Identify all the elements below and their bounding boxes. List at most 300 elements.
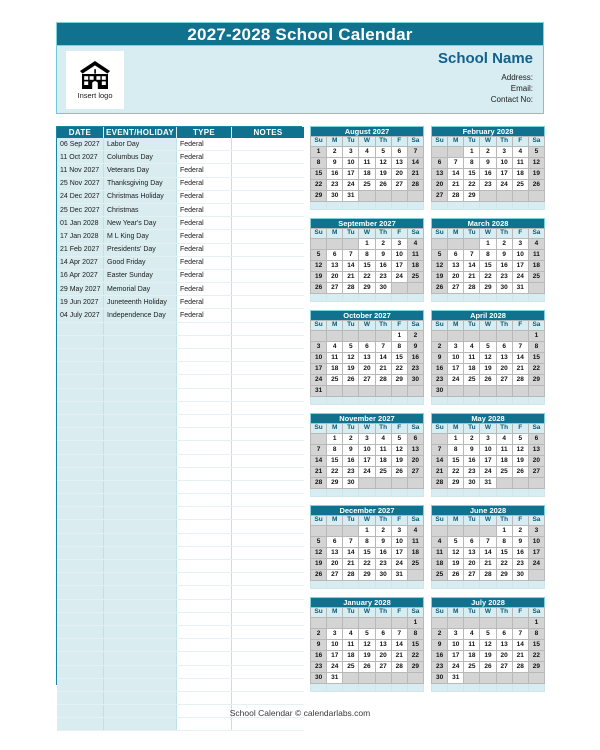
day-cell[interactable]: 22 — [359, 559, 375, 570]
day-cell[interactable]: 6 — [391, 147, 407, 158]
day-cell[interactable]: 20 — [359, 364, 375, 375]
day-cell[interactable]: 24 — [327, 662, 343, 673]
day-cell[interactable]: 13 — [407, 445, 423, 456]
day-cell[interactable]: 22 — [528, 651, 544, 662]
day-cell[interactable]: 10 — [448, 640, 464, 651]
day-cell[interactable]: 30 — [375, 570, 391, 581]
day-cell[interactable]: 8 — [528, 342, 544, 353]
day-cell[interactable]: 8 — [359, 537, 375, 548]
day-cell[interactable]: 29 — [391, 375, 407, 386]
day-cell[interactable]: 9 — [496, 250, 512, 261]
day-cell[interactable]: 16 — [480, 169, 496, 180]
day-cell[interactable]: 8 — [311, 158, 327, 169]
day-cell[interactable]: 16 — [512, 548, 528, 559]
day-cell[interactable]: 23 — [512, 559, 528, 570]
table-row-empty[interactable] — [57, 428, 304, 441]
day-cell[interactable]: 26 — [512, 467, 528, 478]
day-cell[interactable]: 16 — [375, 548, 391, 559]
day-cell[interactable]: 20 — [375, 651, 391, 662]
day-cell[interactable]: 12 — [391, 445, 407, 456]
day-cell[interactable]: 10 — [391, 250, 407, 261]
day-cell[interactable]: 26 — [480, 375, 496, 386]
day-cell[interactable]: 24 — [391, 272, 407, 283]
day-cell[interactable]: 22 — [327, 467, 343, 478]
day-cell[interactable]: 12 — [448, 548, 464, 559]
day-cell[interactable]: 14 — [480, 548, 496, 559]
day-cell[interactable]: 27 — [528, 467, 544, 478]
logo-placeholder[interactable] — [66, 51, 124, 109]
day-cell[interactable]: 29 — [480, 283, 496, 294]
table-row-empty[interactable] — [57, 573, 304, 586]
day-cell[interactable]: 9 — [375, 537, 391, 548]
table-row-empty[interactable] — [57, 612, 304, 625]
day-cell[interactable]: 8 — [327, 445, 343, 456]
day-cell[interactable]: 13 — [496, 640, 512, 651]
day-cell[interactable]: 29 — [311, 191, 327, 202]
day-cell[interactable]: 15 — [480, 261, 496, 272]
table-row-empty[interactable] — [57, 599, 304, 612]
day-cell[interactable]: 24 — [391, 559, 407, 570]
day-cell[interactable]: 11 — [432, 548, 448, 559]
day-cell[interactable]: 27 — [327, 570, 343, 581]
day-cell[interactable]: 14 — [512, 640, 528, 651]
day-cell[interactable]: 3 — [480, 434, 496, 445]
day-cell[interactable]: 21 — [311, 467, 327, 478]
table-row[interactable] — [57, 296, 304, 309]
day-cell[interactable]: 13 — [432, 169, 448, 180]
day-cell[interactable]: 4 — [375, 434, 391, 445]
table-row-empty[interactable] — [57, 414, 304, 427]
table-row[interactable] — [57, 309, 304, 322]
day-cell[interactable]: 14 — [464, 261, 480, 272]
day-cell[interactable]: 3 — [391, 239, 407, 250]
day-cell[interactable]: 25 — [327, 375, 343, 386]
day-cell[interactable]: 15 — [407, 640, 423, 651]
day-cell[interactable]: 23 — [375, 272, 391, 283]
day-cell[interactable]: 20 — [448, 272, 464, 283]
day-cell[interactable]: 21 — [375, 364, 391, 375]
day-cell[interactable]: 8 — [407, 629, 423, 640]
day-cell[interactable]: 12 — [480, 640, 496, 651]
day-cell[interactable]: 4 — [528, 239, 544, 250]
day-cell[interactable]: 9 — [375, 250, 391, 261]
day-cell[interactable]: 11 — [359, 158, 375, 169]
day-cell[interactable]: 13 — [496, 353, 512, 364]
day-cell[interactable]: 6 — [327, 250, 343, 261]
day-cell[interactable]: 12 — [480, 353, 496, 364]
table-row[interactable] — [57, 138, 304, 151]
day-cell[interactable]: 21 — [343, 559, 359, 570]
day-cell[interactable]: 23 — [464, 467, 480, 478]
day-cell[interactable]: 11 — [327, 353, 343, 364]
day-cell[interactable]: 19 — [359, 651, 375, 662]
day-cell[interactable]: 6 — [359, 342, 375, 353]
day-cell[interactable]: 29 — [359, 570, 375, 581]
day-cell[interactable]: 28 — [448, 191, 464, 202]
day-cell[interactable]: 10 — [480, 445, 496, 456]
day-cell[interactable]: 4 — [496, 434, 512, 445]
day-cell[interactable]: 26 — [480, 662, 496, 673]
day-cell[interactable]: 14 — [343, 548, 359, 559]
day-cell[interactable]: 17 — [528, 548, 544, 559]
table-row[interactable] — [57, 177, 304, 190]
day-cell[interactable]: 16 — [407, 353, 423, 364]
day-cell[interactable]: 19 — [343, 364, 359, 375]
day-cell[interactable]: 6 — [448, 250, 464, 261]
day-cell[interactable]: 17 — [512, 261, 528, 272]
day-cell[interactable]: 11 — [343, 640, 359, 651]
day-cell[interactable]: 15 — [359, 548, 375, 559]
day-cell[interactable]: 30 — [432, 386, 448, 397]
day-cell[interactable]: 7 — [311, 445, 327, 456]
day-cell[interactable]: 15 — [496, 548, 512, 559]
day-cell[interactable]: 22 — [311, 180, 327, 191]
day-cell[interactable]: 6 — [496, 342, 512, 353]
day-cell[interactable]: 10 — [343, 158, 359, 169]
table-row-empty[interactable] — [57, 520, 304, 533]
day-cell[interactable]: 17 — [327, 651, 343, 662]
day-cell[interactable]: 9 — [327, 158, 343, 169]
day-cell[interactable]: 22 — [391, 364, 407, 375]
day-cell[interactable]: 6 — [464, 537, 480, 548]
day-cell[interactable]: 31 — [391, 570, 407, 581]
day-cell[interactable]: 15 — [448, 456, 464, 467]
day-cell[interactable]: 11 — [464, 353, 480, 364]
day-cell[interactable]: 17 — [311, 364, 327, 375]
day-cell[interactable]: 6 — [375, 629, 391, 640]
day-cell[interactable]: 9 — [343, 445, 359, 456]
day-cell[interactable]: 26 — [448, 570, 464, 581]
day-cell[interactable]: 9 — [464, 445, 480, 456]
day-cell[interactable]: 27 — [359, 375, 375, 386]
day-cell[interactable]: 19 — [528, 169, 544, 180]
day-cell[interactable]: 17 — [391, 548, 407, 559]
day-cell[interactable]: 29 — [359, 283, 375, 294]
table-row-empty[interactable] — [57, 718, 304, 731]
day-cell[interactable]: 28 — [432, 478, 448, 489]
day-cell[interactable]: 5 — [391, 434, 407, 445]
day-cell[interactable]: 21 — [391, 651, 407, 662]
day-cell[interactable]: 19 — [391, 456, 407, 467]
day-cell[interactable]: 31 — [327, 673, 343, 684]
day-cell[interactable]: 15 — [528, 353, 544, 364]
table-row[interactable] — [57, 203, 304, 216]
day-cell[interactable]: 30 — [311, 673, 327, 684]
day-cell[interactable]: 27 — [496, 375, 512, 386]
day-cell[interactable]: 24 — [496, 180, 512, 191]
day-cell[interactable]: 17 — [480, 456, 496, 467]
day-cell[interactable]: 1 — [496, 526, 512, 537]
day-cell[interactable]: 28 — [464, 283, 480, 294]
day-cell[interactable]: 10 — [512, 250, 528, 261]
day-cell[interactable]: 10 — [496, 158, 512, 169]
table-row-empty[interactable] — [57, 467, 304, 480]
day-cell[interactable]: 23 — [407, 364, 423, 375]
day-cell[interactable]: 12 — [375, 158, 391, 169]
day-cell[interactable]: 5 — [528, 147, 544, 158]
day-cell[interactable]: 21 — [432, 467, 448, 478]
day-cell[interactable]: 2 — [496, 239, 512, 250]
table-row-empty[interactable] — [57, 652, 304, 665]
day-cell[interactable]: 13 — [327, 548, 343, 559]
day-cell[interactable]: 25 — [343, 662, 359, 673]
day-cell[interactable]: 18 — [327, 364, 343, 375]
day-cell[interactable]: 8 — [448, 445, 464, 456]
day-cell[interactable]: 14 — [448, 169, 464, 180]
day-cell[interactable]: 5 — [512, 434, 528, 445]
day-cell[interactable]: 14 — [375, 353, 391, 364]
day-cell[interactable]: 19 — [375, 169, 391, 180]
day-cell[interactable]: 7 — [464, 250, 480, 261]
day-cell[interactable]: 20 — [391, 169, 407, 180]
day-cell[interactable]: 7 — [432, 445, 448, 456]
day-cell[interactable]: 6 — [407, 434, 423, 445]
day-cell[interactable]: 14 — [391, 640, 407, 651]
day-cell[interactable]: 10 — [311, 353, 327, 364]
day-cell[interactable]: 3 — [391, 526, 407, 537]
table-row-empty[interactable] — [57, 494, 304, 507]
day-cell[interactable]: 14 — [343, 261, 359, 272]
day-cell[interactable]: 29 — [448, 478, 464, 489]
day-cell[interactable]: 18 — [432, 559, 448, 570]
table-row-empty[interactable] — [57, 480, 304, 493]
day-cell[interactable]: 25 — [432, 570, 448, 581]
day-cell[interactable]: 25 — [528, 272, 544, 283]
day-cell[interactable]: 25 — [464, 662, 480, 673]
day-cell[interactable]: 28 — [480, 570, 496, 581]
day-cell[interactable]: 28 — [512, 662, 528, 673]
day-cell[interactable]: 26 — [391, 467, 407, 478]
day-cell[interactable]: 13 — [327, 261, 343, 272]
day-cell[interactable]: 17 — [391, 261, 407, 272]
day-cell[interactable]: 13 — [391, 158, 407, 169]
day-cell[interactable]: 2 — [327, 147, 343, 158]
day-cell[interactable]: 3 — [311, 342, 327, 353]
day-cell[interactable]: 19 — [432, 272, 448, 283]
table-row-empty[interactable] — [57, 454, 304, 467]
day-cell[interactable]: 20 — [327, 559, 343, 570]
day-cell[interactable]: 13 — [528, 445, 544, 456]
day-cell[interactable]: 11 — [496, 445, 512, 456]
day-cell[interactable]: 26 — [311, 570, 327, 581]
day-cell[interactable]: 27 — [432, 191, 448, 202]
day-cell[interactable]: 16 — [496, 261, 512, 272]
day-cell[interactable]: 7 — [512, 629, 528, 640]
day-cell[interactable]: 29 — [528, 662, 544, 673]
day-cell[interactable]: 29 — [327, 478, 343, 489]
day-cell[interactable]: 6 — [528, 434, 544, 445]
day-cell[interactable]: 28 — [311, 478, 327, 489]
day-cell[interactable]: 18 — [464, 651, 480, 662]
table-row[interactable] — [57, 151, 304, 164]
day-cell[interactable]: 21 — [448, 180, 464, 191]
table-row-empty[interactable] — [57, 388, 304, 401]
day-cell[interactable]: 18 — [496, 456, 512, 467]
day-cell[interactable]: 13 — [359, 353, 375, 364]
day-cell[interactable]: 7 — [391, 629, 407, 640]
table-row-empty[interactable] — [57, 441, 304, 454]
day-cell[interactable]: 5 — [343, 342, 359, 353]
table-row[interactable] — [57, 217, 304, 230]
day-cell[interactable]: 17 — [448, 364, 464, 375]
day-cell[interactable]: 8 — [391, 342, 407, 353]
day-cell[interactable]: 25 — [464, 375, 480, 386]
table-row[interactable] — [57, 269, 304, 282]
day-cell[interactable]: 29 — [464, 191, 480, 202]
day-cell[interactable]: 11 — [464, 640, 480, 651]
day-cell[interactable]: 17 — [359, 456, 375, 467]
day-cell[interactable]: 4 — [407, 239, 423, 250]
day-cell[interactable]: 1 — [327, 434, 343, 445]
day-cell[interactable]: 9 — [311, 640, 327, 651]
day-cell[interactable]: 26 — [359, 662, 375, 673]
day-cell[interactable]: 27 — [375, 662, 391, 673]
day-cell[interactable]: 17 — [496, 169, 512, 180]
day-cell[interactable]: 18 — [512, 169, 528, 180]
day-cell[interactable]: 11 — [407, 250, 423, 261]
day-cell[interactable]: 14 — [512, 353, 528, 364]
day-cell[interactable]: 19 — [311, 559, 327, 570]
day-cell[interactable]: 9 — [512, 537, 528, 548]
day-cell[interactable]: 27 — [327, 283, 343, 294]
table-row-empty[interactable] — [57, 625, 304, 638]
table-row[interactable] — [57, 256, 304, 269]
day-cell[interactable]: 23 — [375, 559, 391, 570]
day-cell[interactable]: 15 — [391, 353, 407, 364]
day-cell[interactable]: 20 — [407, 456, 423, 467]
day-cell[interactable]: 19 — [448, 559, 464, 570]
day-cell[interactable]: 29 — [528, 375, 544, 386]
day-cell[interactable]: 28 — [407, 180, 423, 191]
day-cell[interactable]: 22 — [448, 467, 464, 478]
day-cell[interactable]: 11 — [407, 537, 423, 548]
table-row[interactable] — [57, 164, 304, 177]
day-cell[interactable]: 18 — [407, 261, 423, 272]
day-cell[interactable]: 22 — [359, 272, 375, 283]
day-cell[interactable]: 15 — [464, 169, 480, 180]
day-cell[interactable]: 12 — [359, 640, 375, 651]
day-cell[interactable]: 16 — [464, 456, 480, 467]
day-cell[interactable]: 26 — [311, 283, 327, 294]
day-cell[interactable]: 11 — [512, 158, 528, 169]
table-row[interactable] — [57, 190, 304, 203]
day-cell[interactable]: 18 — [407, 548, 423, 559]
day-cell[interactable]: 27 — [391, 180, 407, 191]
day-cell[interactable]: 23 — [327, 180, 343, 191]
day-cell[interactable]: 25 — [407, 559, 423, 570]
day-cell[interactable]: 21 — [480, 559, 496, 570]
day-cell[interactable]: 2 — [311, 629, 327, 640]
day-cell[interactable]: 30 — [512, 570, 528, 581]
day-cell[interactable]: 12 — [512, 445, 528, 456]
day-cell[interactable]: 13 — [448, 261, 464, 272]
day-cell[interactable]: 26 — [343, 375, 359, 386]
day-cell[interactable]: 29 — [407, 662, 423, 673]
day-cell[interactable]: 11 — [375, 445, 391, 456]
day-cell[interactable]: 31 — [512, 283, 528, 294]
day-cell[interactable]: 4 — [512, 147, 528, 158]
day-cell[interactable]: 19 — [480, 651, 496, 662]
table-row-empty[interactable] — [57, 560, 304, 573]
day-cell[interactable]: 12 — [311, 548, 327, 559]
day-cell[interactable]: 4 — [327, 342, 343, 353]
day-cell[interactable]: 5 — [359, 629, 375, 640]
day-cell[interactable]: 1 — [464, 147, 480, 158]
day-cell[interactable]: 2 — [375, 239, 391, 250]
day-cell[interactable]: 16 — [343, 456, 359, 467]
table-row[interactable] — [57, 230, 304, 243]
day-cell[interactable]: 3 — [512, 239, 528, 250]
day-cell[interactable]: 6 — [327, 537, 343, 548]
day-cell[interactable]: 18 — [359, 169, 375, 180]
day-cell[interactable]: 25 — [359, 180, 375, 191]
day-cell[interactable]: 21 — [512, 364, 528, 375]
day-cell[interactable]: 15 — [528, 640, 544, 651]
day-cell[interactable]: 31 — [448, 673, 464, 684]
day-cell[interactable]: 15 — [327, 456, 343, 467]
day-cell[interactable]: 15 — [359, 261, 375, 272]
day-cell[interactable]: 9 — [432, 353, 448, 364]
day-cell[interactable]: 20 — [496, 651, 512, 662]
day-cell[interactable]: 14 — [407, 158, 423, 169]
day-cell[interactable]: 3 — [448, 629, 464, 640]
day-cell[interactable]: 21 — [464, 272, 480, 283]
day-cell[interactable]: 5 — [375, 147, 391, 158]
day-cell[interactable]: 16 — [432, 651, 448, 662]
day-cell[interactable]: 4 — [359, 147, 375, 158]
day-cell[interactable]: 8 — [480, 250, 496, 261]
day-cell[interactable]: 30 — [496, 283, 512, 294]
day-cell[interactable]: 18 — [464, 364, 480, 375]
day-cell[interactable]: 28 — [391, 662, 407, 673]
table-row-empty[interactable] — [57, 691, 304, 704]
day-cell[interactable]: 9 — [480, 158, 496, 169]
day-cell[interactable]: 30 — [375, 283, 391, 294]
day-cell[interactable]: 23 — [432, 375, 448, 386]
day-cell[interactable]: 2 — [375, 526, 391, 537]
day-cell[interactable]: 13 — [464, 548, 480, 559]
day-cell[interactable]: 7 — [407, 147, 423, 158]
table-row-empty[interactable] — [57, 322, 304, 335]
day-cell[interactable]: 19 — [512, 456, 528, 467]
day-cell[interactable]: 24 — [359, 467, 375, 478]
day-cell[interactable]: 22 — [480, 272, 496, 283]
day-cell[interactable]: 20 — [327, 272, 343, 283]
day-cell[interactable]: 22 — [464, 180, 480, 191]
day-cell[interactable]: 9 — [407, 342, 423, 353]
day-cell[interactable]: 28 — [512, 375, 528, 386]
day-cell[interactable]: 24 — [448, 375, 464, 386]
day-cell[interactable]: 27 — [496, 662, 512, 673]
table-row-empty[interactable] — [57, 665, 304, 678]
day-cell[interactable]: 3 — [343, 147, 359, 158]
table-row-empty[interactable] — [57, 507, 304, 520]
day-cell[interactable]: 24 — [528, 559, 544, 570]
table-row-empty[interactable] — [57, 335, 304, 348]
day-cell[interactable]: 3 — [359, 434, 375, 445]
day-cell[interactable]: 28 — [375, 375, 391, 386]
day-cell[interactable]: 20 — [432, 180, 448, 191]
day-cell[interactable]: 1 — [359, 239, 375, 250]
day-cell[interactable]: 2 — [432, 342, 448, 353]
day-cell[interactable]: 31 — [480, 478, 496, 489]
day-cell[interactable]: 1 — [407, 618, 423, 629]
day-cell[interactable]: 7 — [512, 342, 528, 353]
day-cell[interactable]: 2 — [512, 526, 528, 537]
day-cell[interactable]: 7 — [343, 250, 359, 261]
day-cell[interactable]: 26 — [528, 180, 544, 191]
table-row-empty[interactable] — [57, 678, 304, 691]
